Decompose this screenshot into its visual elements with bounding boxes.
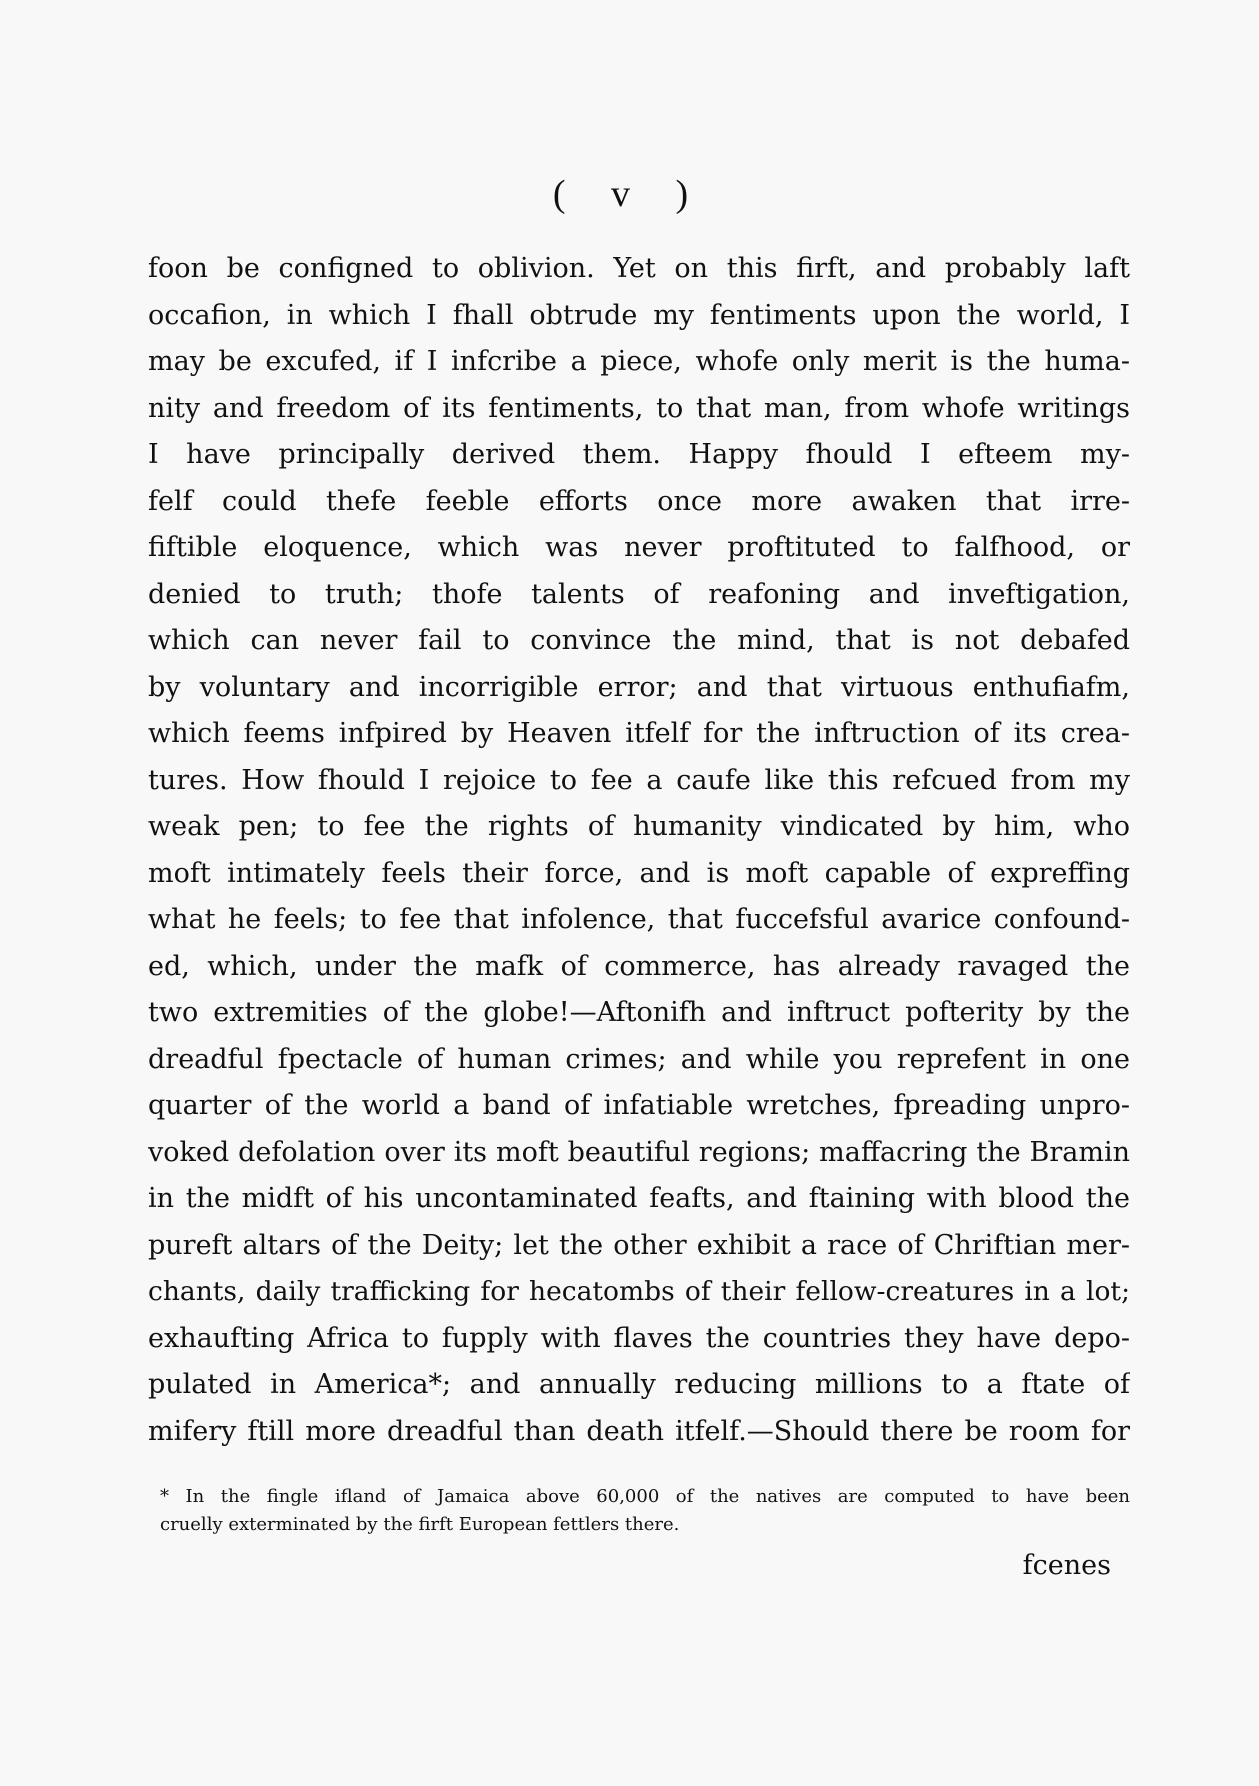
text-line: denied to truth; thofe talents of reafoning and inveftigation, (148, 578, 1130, 610)
text-line: chants, daily trafficking for hecatombs of their fellow-creatures in a lot; (148, 1276, 1130, 1307)
text-line: mifery ftill more dreadful than death itfelf.—Should there be room for (148, 1415, 1130, 1447)
text-line: two extremities of the globe!—Aftonifh and inftruct pofterity by the (148, 997, 1130, 1028)
text-line: may be excufed, if I infcribe a piece, whofe only merit is the huma- (148, 346, 1130, 377)
footnote-line: * In the fingle ifland of Jamaica above 60,000 of the natives are computed to have been (160, 1486, 1130, 1507)
body-text (148, 246, 1130, 1455)
text-line: fiftible eloquence, which was never proftituted to falfhood, or (148, 532, 1130, 563)
text-line: dreadful fpectacle of human crimes; and while you reprefent in one (148, 1043, 1130, 1075)
text-line: voked defolation over its moft beautiful regions; maffacring the Bramin (148, 1136, 1130, 1168)
text-line: occafion, in which I fhall obtrude my fentiments upon the world, I (148, 299, 1130, 331)
text-line: which can never fail to convince the mind, that is not debafed (148, 625, 1130, 656)
text-line: ed, which, under the mafk of commerce, has already ravaged the (148, 950, 1130, 982)
text-line: quarter of the world a band of infatiable wretches, fpreading unpro- (148, 1090, 1130, 1121)
page-number: ( v ) (552, 173, 707, 215)
text-line: nity and freedom of its fentiments, to that man, from whofe writings (148, 392, 1130, 424)
text-line: weak pen; to fee the rights of humanity vindicated by him, who (148, 811, 1130, 842)
footnote (160, 1483, 1130, 1539)
text-line: tures. How fhould I rejoice to fee a caufe like this refcued from my (148, 764, 1130, 796)
text-line: in the midft of his uncontaminated feafts, and ftaining with blood the (148, 1183, 1130, 1214)
catchword: fcenes (1022, 1550, 1111, 1581)
text-line: by voluntary and incorrigible error; and that virtuous enthufiafm, (148, 671, 1130, 703)
text-line: foon be configned to oblivion. Yet on this firft, and probably laft (148, 253, 1130, 284)
text-line: which feems infpired by Heaven itfelf for the inftruction of its crea- (148, 718, 1130, 749)
text-line: I have principally derived them. Happy fhould I efteem my- (148, 439, 1130, 470)
footnote-line: cruelly exterminated by the firft European fettlers there. (160, 1514, 680, 1535)
text-line: pulated in America*; and annually reducing millions to a ftate of (148, 1369, 1130, 1400)
text-line: felf could thefe feeble efforts once more awaken that irre- (148, 485, 1130, 517)
text-line: what he feels; to fee that infolence, that fuccefsful avarice confound- (148, 904, 1130, 935)
text-line: exhaufting Africa to fupply with flaves the countries they have depo- (148, 1322, 1130, 1354)
text-line: moft intimately feels their force, and is moft capable of expreffing (148, 857, 1130, 889)
text-line: pureft altars of the Deity; let the other exhibit a race of Chriftian mer- (148, 1229, 1130, 1261)
